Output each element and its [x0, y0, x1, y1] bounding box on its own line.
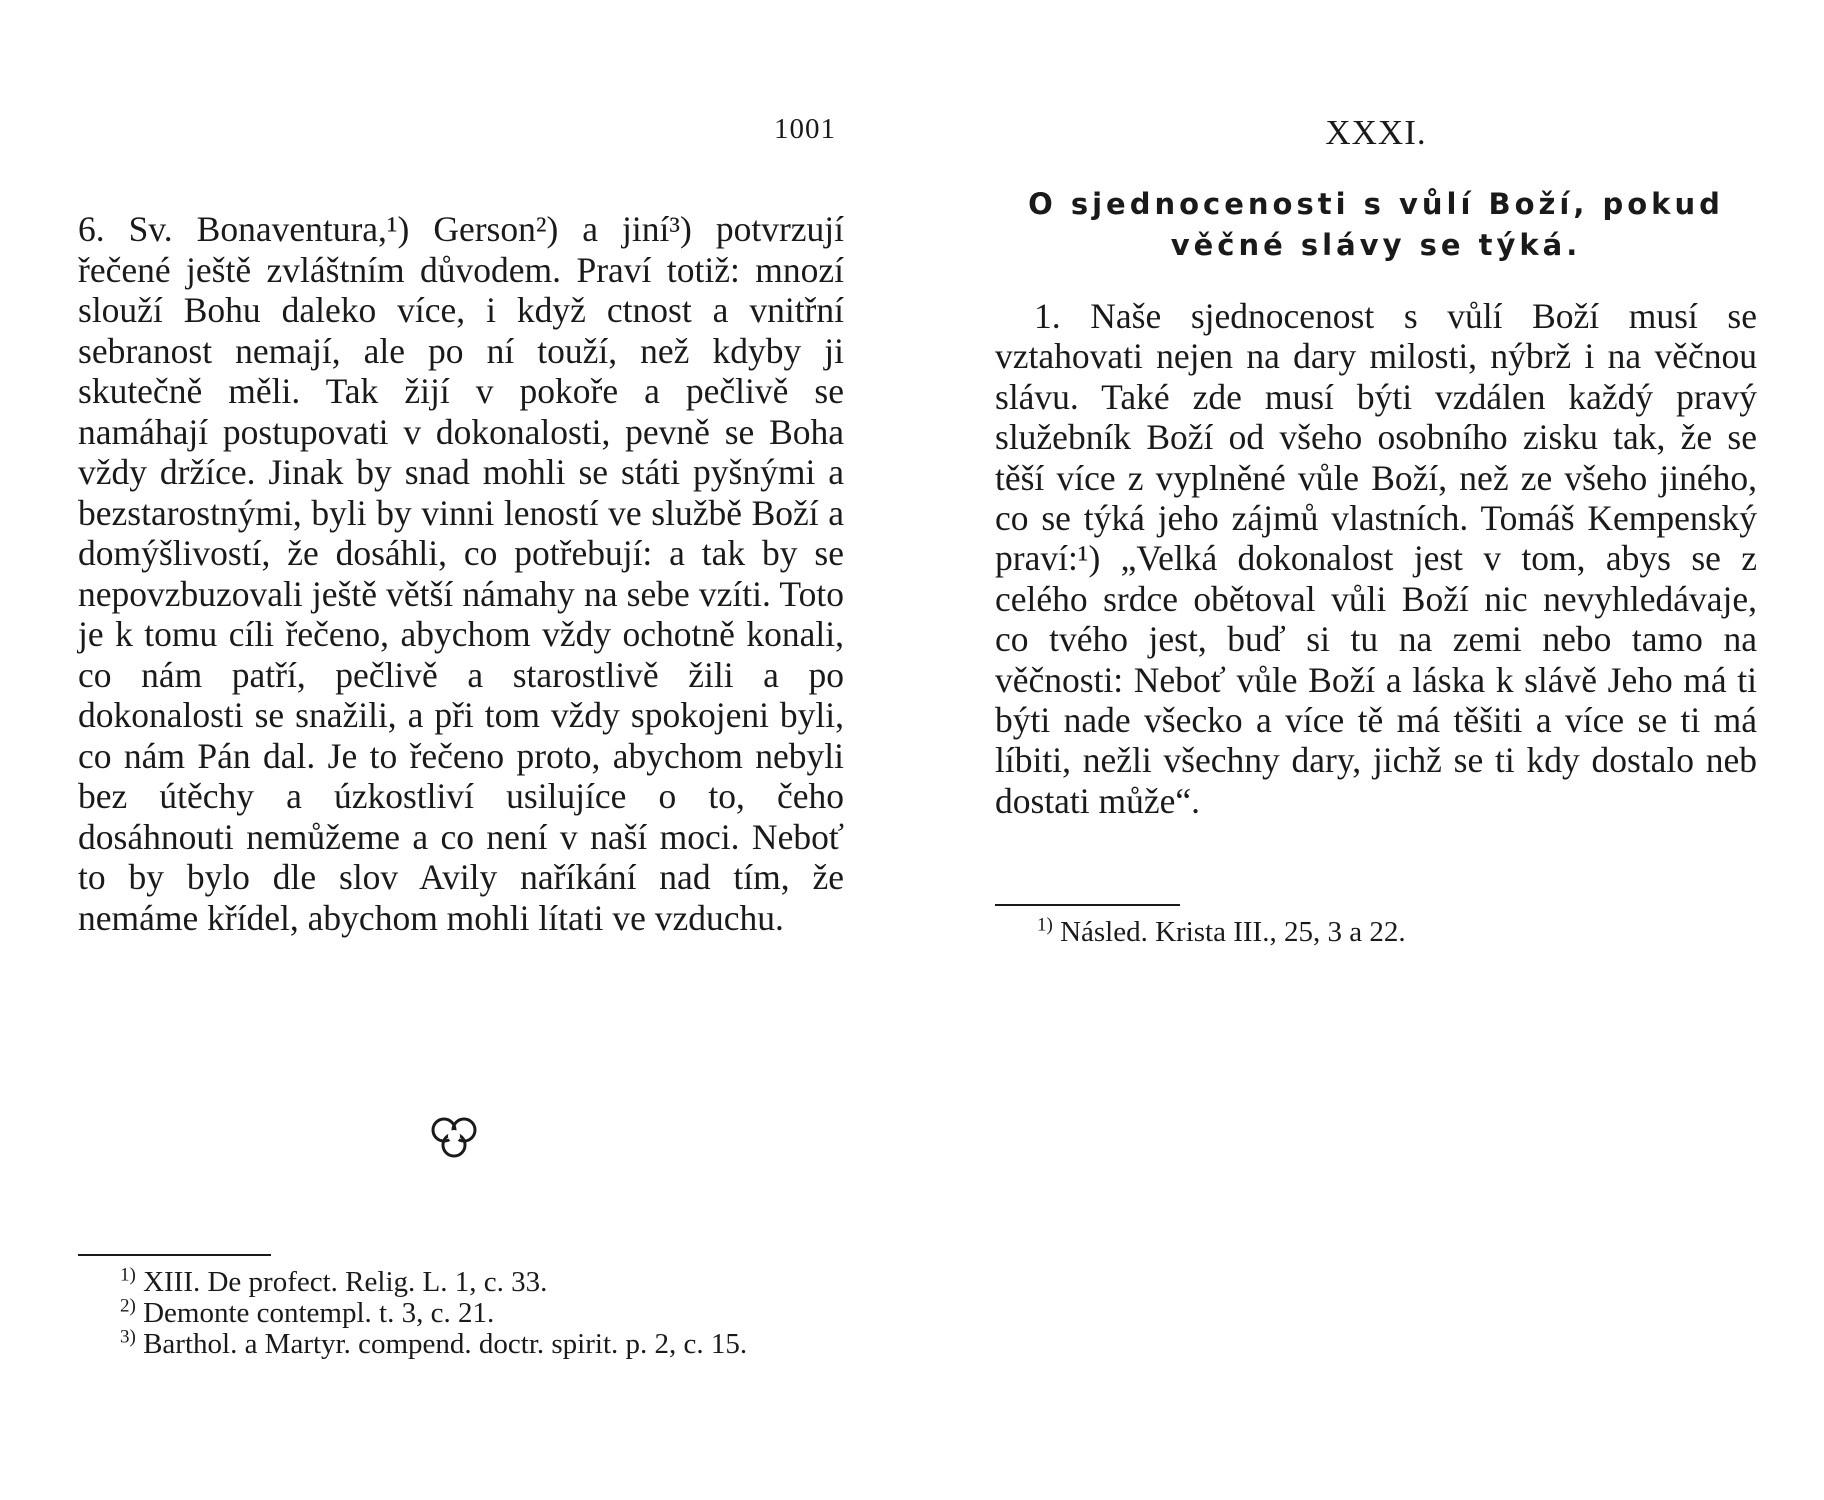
footnote-item	[78, 1295, 844, 1329]
footnote-item	[78, 1326, 844, 1360]
footnote-text: XIII. De profect. Relig. L. 1, c. 33.	[143, 1266, 548, 1298]
footnote-marker: 2)	[120, 1295, 136, 1317]
trefoil-ornament-icon	[428, 1112, 480, 1164]
footnote-divider	[78, 1254, 271, 1256]
footnote-item	[995, 914, 1757, 948]
left-footnotes	[78, 1264, 844, 1360]
left-body-paragraph: 6. Sv. Bonaventura,¹) Gerson²) a jiní³) potvrzují řečené ještě zvláštním důvodem. Praví totiž: mnozí slouží Bohu daleko více, i když ctnost a vnitřní sebranost nemají, ale po ní touží, než kdyby ji skutečně měli. Tak žijí v pokoře a pečlivě se namáhají postupovati v dokonalosti, pevně se Boha vždy držíce. Jinak by snad mohli se státi pyšnými a bezstarostnými, byli by vinni leností ve službě Boží a domýšlivostí, že dosáhli, co potřebují: a tak by se nepovzbuzovali ještě větší námahy na sebe vzíti. Toto je k tomu cíli řečeno, abychom vždy ochotně konali, co nám patří, pečlivě a starostlivě žili a po dokonalosti se snažili, a při tom vždy spokojeni byli, co nám Pán dal. Je to řečeno proto, abychom nebyli bez útěchy a úzkostliví usilujíce o to, čeho dosáhnouti nemůžeme a co není v naší moci. Neboť to by bylo dle slov Avily naříkání nad tím, že nemáme křídel, abychom mohli lítati ve vzduchu.	[78, 209, 844, 938]
footnote-marker: 1)	[120, 1264, 136, 1286]
footnote-item	[78, 1264, 844, 1298]
footnote-text: Demonte contempl. t. 3, c. 21.	[143, 1297, 495, 1329]
footnote-text: Barthol. a Martyr. compend. doctr. spirit. p. 2, c. 15.	[143, 1328, 748, 1360]
chapter-number: XXXI.	[1325, 113, 1427, 152]
chapter-title: O sjednocenosti s vůlí Boží, pokud věčné slávy se týká.	[1028, 187, 1724, 262]
footnote-divider	[995, 904, 1180, 906]
right-body-paragraph: 1. Naše sjednocenost s vůlí Boží musí se vztahovati nejen na dary milosti, nýbrž i na věčnou slávu. Také zde musí býti vzdálen každý pravý služebník Boží od všeho osobního zisku tak, že se těší více z vyplněné vůle Boží, než ze všeho jiného, co se týká jeho zájmů vlastních. Tomáš Kempenský praví:¹) „Velká dokonalost jest v tom, abys se z celého srdce obětoval vůli Boží nic nevyhledávaje, co tvého jest, buď si tu na zemi nebo tamo na věčnosti: Neboť vůle Boží a láska k slávě Jeho má ti býti nade všecko a více tě má těšiti a více se ti má líbiti, nežli všechny dary, jichž se ti kdy dostalo neb dostati může“.	[995, 296, 1757, 821]
right-footnotes	[995, 914, 1757, 948]
footnote-marker: 3)	[120, 1326, 136, 1348]
footnote-text: Násled. Krista III., 25, 3 a 22.	[1060, 916, 1406, 948]
page-number: 1001	[774, 113, 836, 145]
footnote-marker: 1)	[1037, 914, 1053, 936]
